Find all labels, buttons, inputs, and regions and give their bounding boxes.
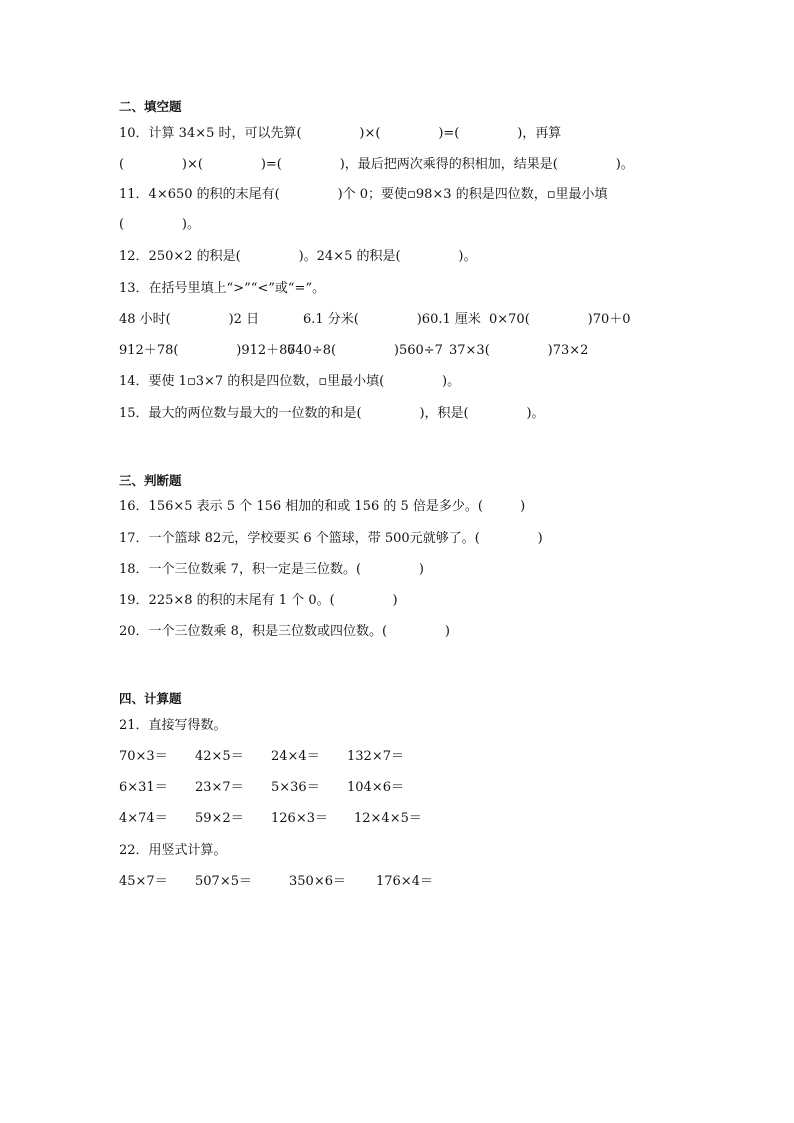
question-20: 20．一个三位数乘 8，积是三位数或四位数。( ): [119, 624, 450, 639]
question-13-row1: [119, 311, 631, 329]
question-12: 12．250×2 的积是( )。24×5 的积是( )。: [119, 249, 477, 264]
math-item: 132×7＝: [347, 749, 404, 764]
math-item: 24×4＝: [271, 749, 320, 764]
question-22: 22．用竖式计算。: [119, 843, 227, 858]
math-item: 45×7＝: [119, 874, 168, 889]
math-item: 42×5＝: [195, 749, 244, 764]
compare-item: 48 小时( )2 日: [119, 312, 260, 327]
question-18: 18．一个三位数乘 7，积一定是三位数。( ): [119, 562, 424, 577]
math-item: 126×3＝: [271, 811, 328, 826]
mental-math-row: [119, 748, 404, 766]
question-21: 21．直接写得数。: [119, 718, 227, 733]
math-item: 507×5＝: [195, 874, 252, 889]
question-14: 14．要使 1▫3×7 的积是四位数，▫里最小填( )。: [119, 374, 461, 389]
question-13: 13．在括号里填上“>”“<”或“=”。: [119, 281, 326, 296]
question-17: 17．一个篮球 82元，学校要买 6 个篮球，带 500元就够了。( ): [119, 531, 543, 546]
math-item: 350×6＝: [289, 874, 346, 889]
question-16: 16．156×5 表示 5 个 156 相加的和或 156 的 5 倍是多少。( ): [119, 499, 526, 514]
question-19: 19．225×8 的积的末尾有 1 个 0。( ): [119, 593, 398, 608]
question-15: 15．最大的两位数与最大的一位数的和是( )，积是( )。: [119, 406, 545, 421]
vertical-calc-row: [119, 873, 433, 891]
math-item: 104×6＝: [347, 780, 404, 795]
question-10-line1: 10．计算 34×5 时，可以先算( )×( )=( )，再算: [119, 126, 562, 141]
compare-item: 37×3( )73×2: [449, 343, 589, 358]
math-item: 59×2＝: [195, 811, 244, 826]
mental-math-row: [119, 779, 404, 797]
section-heading-fill: 二、填空题: [119, 99, 182, 114]
math-item: 5×36＝: [271, 780, 320, 795]
compare-item: 0×70( )70＋0: [489, 312, 631, 327]
section-heading-judge: 三、判断题: [119, 473, 182, 488]
question-13-row2: [119, 342, 588, 360]
math-item: 6×31＝: [119, 780, 168, 795]
compare-item: 6.1 分米( )60.1 厘米: [303, 312, 481, 327]
section-heading-calc: 四、计算题: [119, 691, 182, 706]
math-item: 176×4＝: [376, 874, 433, 889]
math-item: 4×74＝: [119, 811, 168, 826]
compare-item: 640÷8( )560÷7: [287, 343, 443, 358]
question-11-line1: 11．4×650 的积的末尾有( )个 0；要使▫98×3 的积是四位数，▫里最小填: [119, 187, 608, 202]
math-item: 23×7＝: [195, 780, 244, 795]
math-item: 70×3＝: [119, 749, 168, 764]
compare-item: 912＋78( )912＋87: [119, 343, 296, 358]
question-10-line2: ( )×( )=( )，最后把两次乘得的积相加，结果是( )。: [119, 157, 634, 172]
mental-math-row: [119, 810, 422, 828]
math-item: 12×4×5＝: [354, 811, 422, 826]
question-11-line2: ( )。: [119, 217, 200, 232]
